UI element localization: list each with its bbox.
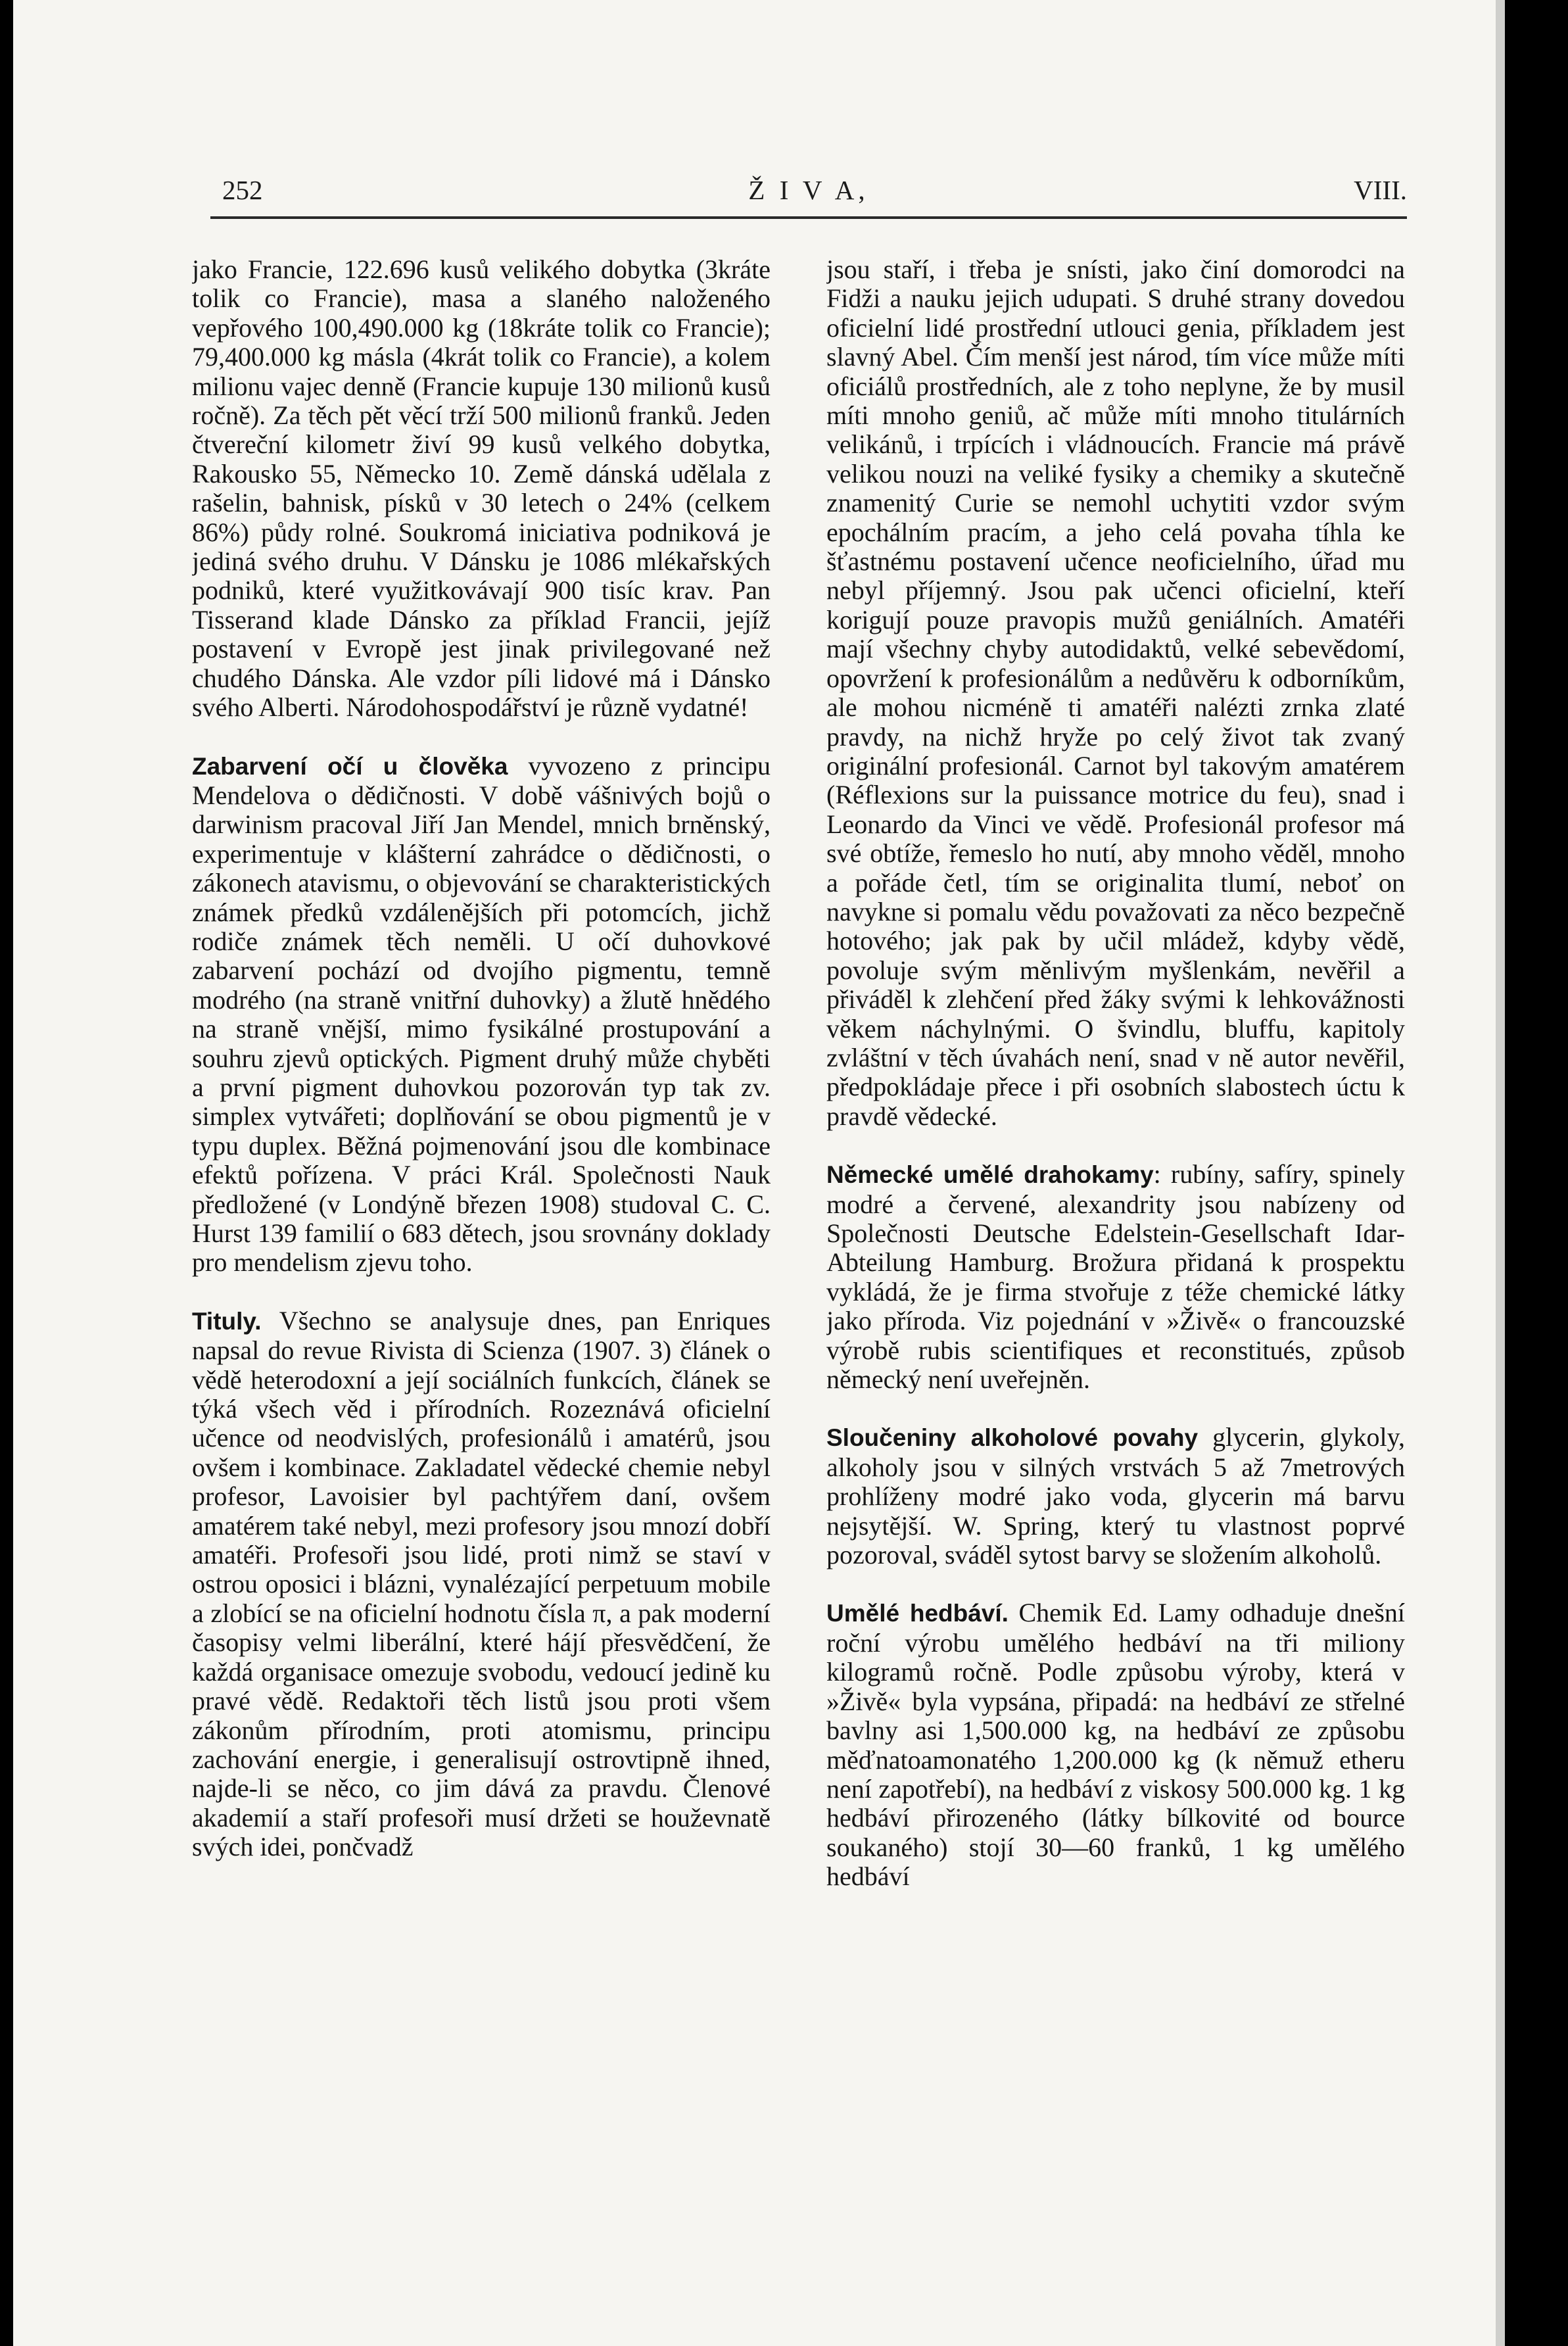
paragraph-text: Chemik Ed. Lamy odhaduje dnešní roční výrobu umělého hedbáví na tři miliony kilogramů ročně. Podle způsobu výroby, která v »Živě« byla vypsána, připadá: na hedbáví ze střelné bavlny asi 1,500.000 kg, na hedbáví ze způsobu měďnatoamonatého 1,200.000 kg (k němuž etheru není zapotřebí), na hedbáví z viskosy 500.000 kg. 1 kg hedbáví přirozeného (látky bílkovité od bource soukaného) stojí 30—60 franků, 1 kg umělého hedbáví xyxy=(826,1598,1405,1892)
section-heading: Německé umělé drahokamy xyxy=(826,1161,1154,1189)
page-number: 252 xyxy=(222,175,263,205)
paragraph-alcohols xyxy=(826,1423,1405,1569)
journal-title: Ž I V A, xyxy=(748,175,869,205)
paragraph-denmark xyxy=(192,255,771,723)
section-heading: Umělé hedbáví. xyxy=(826,1600,1009,1627)
right-column xyxy=(826,255,1405,2241)
paragraph-titles-continued xyxy=(826,255,1405,1131)
volume-number: VIII. xyxy=(1354,175,1407,205)
paragraph-text: : rubíny, safíry, spinely modré a červené, alexandrity jsou nabízeny od Společnosti Deutsche Edelstein-Gesellschaft Idar-Abteilung Hamburg. Brožura přidaná k prospektu vykládá, že je firma stvořuje z téže chemické látky jako příroda. Viz pojednání v »Živě« o francouzské výrobě rubis scientifiques et reconstitués, způsob německý není uveřejněn. xyxy=(826,1159,1405,1395)
header-rule xyxy=(210,216,1407,219)
section-heading: Sloučeniny alkoholové povahy xyxy=(826,1424,1199,1452)
paragraph-eye-color xyxy=(192,752,771,1278)
paragraph-gemstones xyxy=(826,1160,1405,1394)
paragraph-artificial-silk xyxy=(826,1598,1405,1891)
section-heading: Zabarvení očí u člověka xyxy=(192,752,508,780)
left-column xyxy=(192,255,771,2241)
paragraph-text: jako Francie, 122.696 kusů velikého dobytka (3kráte tolik co Francie), masa a slaného naloženého vepřového 100,490.000 kg (18kráte tolik co Francie); 79,400.000 kg másla (4krát tolik co Francie), a kolem milionu vajec denně (Francie kupuje 130 milionů kusů ročně). Za těch pět věcí trží 500 milionů franků. Jeden čtvereční kilometr živí 99 kusů velkého dobytka, Rakousko 55, Německo 10. Země dánská udělala z rašelin, bahnisk, písků v 30 letech o 24% (celkem 86%) půdy rolné. Soukromá iniciativa podniková je jediná svého druhu. V Dánsku je 1086 mlékařských podniků, které využitkovávají 900 tisíc krav. Pan Tisserand klade Dánsko za příklad Francii, jejíž postavení v Evropě jest jinak privilegované než chudého Dánska. Ale vzdor píli lidové má i Dánsko svého Alberti. Národohospodářství je různě vydatné! xyxy=(192,255,771,723)
paragraph-titles xyxy=(192,1306,771,1862)
paragraph-text: jsou staří, i třeba je snísti, jako činí domorodci na Fidži a nauku jejich udupati. S druhé strany dovedou oficielní lidé prostřední utlouci genia, příkladem jest slavný Abel. Čím menší jest národ, tím více může míti oficiálů prostředních, ale z toho neplyne, že by musil míti mnoho geniů, ač může míti mnoho titulárních velikánů, i trpících i vládnoucích. Francie má právě velikou nouzi na veliké fysiky a chemiky a skutečně znamenitý Curie se nemohl uchytiti vzdor svým epochálním pracím, a jeho celá povaha tíhla ke šťastnému postavení učence neoficielního, úřad mu nebyl příjemný. Jsou pak učenci oficielní, kteří korigují pouze pravopis mužů geniálních. Amatéři mají všechny chyby autodidaktů, velké sebevědomí, opovržení k profesionálům a nedůvěru k odborníkům, ale mohou nicméně ti amatéři nalézti zrnka zlaté pravdy, na nichž hryže po celý život tak zvaný originální profesionál. Carnot byl takovým amatérem (Réflexions sur la puissance motrice du feu), snad i Leonardo da Vinci ve vědě. Profesionál profesor má své obtíže, řemeslo ho nutí, aby mnoho věděl, mnoho a pořáde četl, tím se originalita tlumí, neboť on navykne si pomalu vědu považovati za něco bezpečně hotového; jak pak by učil mládež, kdyby vědě, povoluje svým měnlivým myšlenkám, nevěřil a přiváděl k zlehčení před žáky svými k lehkovážnosti věkem náchylnými. O švindlu, bluffu, kapitoly zvláštní v těch úvahách není, snad v ně autor nevěřil, předpokládaje přece i při osobních slabostech úctu k pravdě vědecké. xyxy=(826,255,1405,1131)
paragraph-text: vyvozeno z principu Mendelova o dědičnosti. V době vášnivých bojů o darwinism pracoval Jiří Jan Mendel, mnich brněnský, experimentuje v klášterní zahrádce o dědičnosti, o zákonech atavismu, o objevování se charakteristických známek předků vzdálenějších při potomcích, jichž rodiče známek těch neměli. U očí duhovkové zabarvení pochází od dvojího pigmentu, temně modrého (na straně vnitřní duhovky) a žlutě hnědého na straně vnější, mimo fysikálné prostupování a souhru zjevů optických. Pigment druhý může chyběti a první pigment duhovkou pozorován typ tak zv. simplex vytvářeti; doplňování se obou pigmentů je v typu duplex. Běžná pojmenování jsou dle kombinace efektů pořízena. V práci Král. Společnosti Nauk předložené (v Londýně březen 1908) studoval C. C. Hurst 139 familií o 683 dětech, jsou srovnány doklady pro mendelism zjevu toho. xyxy=(192,750,771,1278)
page-edge xyxy=(1496,0,1505,2346)
paragraph-text: Všechno se analysuje dnes, pan Enriques napsal do revue Rivista di Scienza (1907. 3) článek o vědě heterodoxní a její sociálních funkcích, článek se týká všech věd i přírodních. Rozeznává oficielní učence od neodvislých, profesionálů i amatérů, jsou ovšem i kombinace. Zakladatel vědecké chemie nebyl profesor, Lavoisier byl pachtýřem daní, ovšem amatérem také nebyl, mezi profesory jsou mnozí dobří amatéři. Profesoři jsou lidé, proti nimž se staví v ostrou oposici i blázni, vynalézající perpetuum mobile a zlobící se na oficielní hodnotu čísla π, a pak moderní časopisy velmi liberální, které hájí přesvědčení, že každá organisace omezuje svobodu, vedoucí jedině ku pravé vědě. Redaktoři těch listů jsou proti všem zákonům přírodním, proti atomismu, principu zachování energie, i generalisují ostrovtipně ihned, najde-li se něco, co jim dává za pravdu. Členové akademií a staří profesoři musí držeti se houževnatě svých idei, pončvadž xyxy=(192,1305,771,1862)
paragraph-text: glycerin, glykoly, alkoholy jsou v silných vrstvách 5 až 7metrových prohlíženy modré jako voda, glycerin má barvu nejsytější. W. Spring, který tu vlastnost poprvé pozoroval, sváděl sytost barvy se složením alkoholů. xyxy=(826,1422,1405,1570)
section-heading: Tituly. xyxy=(192,1307,262,1335)
running-header xyxy=(210,174,1407,214)
